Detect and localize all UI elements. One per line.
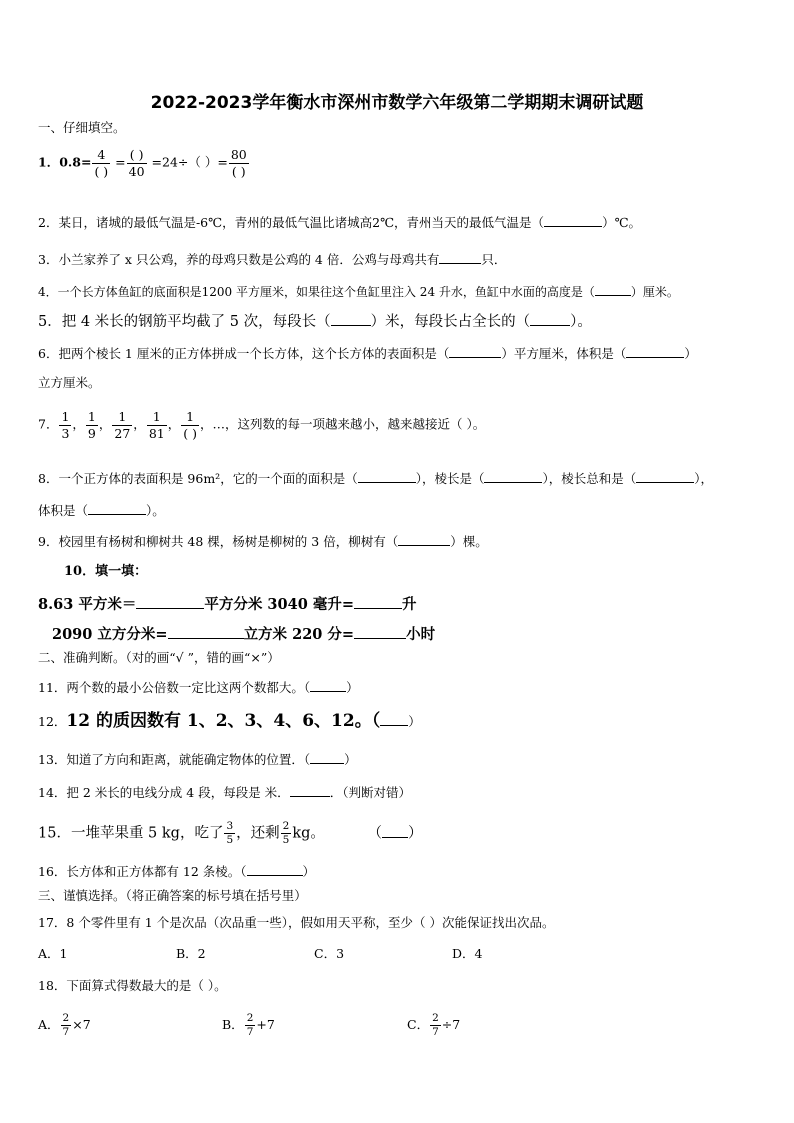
question-14 <box>38 784 411 800</box>
q18-b-den: 7 <box>246 1026 254 1039</box>
q14-answer-blank[interactable] <box>290 784 330 797</box>
q18-a-label: A． <box>38 1017 60 1033</box>
q10-l2b: 立方米 220 分= <box>243 626 355 643</box>
q18-b-label: B． <box>222 1017 244 1033</box>
question-17: 17．8 个零件里有 1 个是次品（次品重一些），假如用天平称，至少（ ）次能保证找出次品。 <box>38 915 555 930</box>
q12-text: 12 的质因数有 1、2、3、4、6、12。（ <box>66 711 381 731</box>
q1-f3-den: ( ) <box>231 163 246 179</box>
question-9 <box>38 533 488 549</box>
q7-f5-num: 1 <box>181 409 199 426</box>
q7-sep-1: ， <box>72 416 85 432</box>
q3-answer-blank[interactable] <box>439 251 481 264</box>
q15-f1-den: 5 <box>226 834 234 847</box>
q12-number: 12． <box>38 714 67 729</box>
question-7 <box>38 409 485 441</box>
q7-f2-num: 1 <box>87 409 96 424</box>
q10-blank-3[interactable] <box>168 626 244 639</box>
question-5 <box>38 313 592 330</box>
q10-blank-2[interactable] <box>354 596 402 609</box>
q1-fraction-3 <box>229 147 249 179</box>
q8-mid2: ），棱长总和是（ <box>542 471 637 486</box>
q8-answer-blank-4[interactable] <box>88 502 146 515</box>
q18-a-num: 2 <box>61 1012 72 1026</box>
q13-answer-blank[interactable] <box>310 751 344 764</box>
q8-line-2 <box>38 502 165 518</box>
q6-answer-blank-2[interactable] <box>626 345 684 358</box>
q10-line-2 <box>52 626 435 643</box>
q10-l1b: 平方分米 3040 毫升= <box>204 596 354 613</box>
section-choice: 三、谨慎选择。（将正确答案的标号填在括号里） <box>38 888 307 903</box>
q15-paren-open: （ <box>367 825 383 842</box>
q10-l1a: 8.63 平方米＝ <box>38 596 137 613</box>
q10-head: 10．填一填： <box>64 564 148 579</box>
q15-tail: kg。 <box>292 825 325 842</box>
q7-fraction-5 <box>181 409 199 441</box>
question-13 <box>38 751 357 767</box>
q6-answer-blank-1[interactable] <box>449 345 501 358</box>
question-11 <box>38 679 359 695</box>
q10-l2a: 2090 立方分米= <box>52 626 168 643</box>
q7-f3-num: 1 <box>112 409 132 426</box>
q1-lead: 0.8= <box>59 154 92 170</box>
q15-f2-num: 2 <box>281 820 292 834</box>
question-4 <box>38 283 679 298</box>
page-title: 2022-2023学年衡水市深州市数学六年级第二学期期末调研试题 <box>150 93 644 113</box>
q1-f3-num: 80 <box>230 147 247 162</box>
q13-after: ） <box>344 752 357 767</box>
q16-answer-blank[interactable] <box>247 863 303 876</box>
q10-blank-1[interactable] <box>136 596 204 609</box>
q8-answer-blank-3[interactable] <box>636 470 694 483</box>
question-6 <box>38 345 697 361</box>
q7-fraction-2 <box>86 409 98 441</box>
q8-after: ）， <box>694 471 713 486</box>
q15-text: 15．一堆苹果重 5 kg，吃了 <box>38 825 224 842</box>
q11-after: ） <box>346 680 359 695</box>
q18-c-den: 7 <box>432 1026 439 1039</box>
q7-f2-den: 9 <box>87 425 96 441</box>
q7-f5-den[interactable]: ( ) <box>183 425 197 441</box>
q7-fraction-4 <box>147 409 167 441</box>
question-12 <box>38 713 421 730</box>
q17-option-a[interactable]: A．1 <box>38 946 68 961</box>
q15-fraction-1 <box>224 820 235 847</box>
q18-b-fraction <box>245 1012 256 1039</box>
q15-answer-blank[interactable] <box>382 825 408 838</box>
q7-fraction-3 <box>112 409 132 441</box>
q18-option-c[interactable] <box>407 1012 460 1039</box>
q15-fraction-2 <box>281 820 292 847</box>
q7-f3-den: 27 <box>114 425 131 441</box>
q8-mid1: ），棱长是（ <box>415 471 485 486</box>
q18-option-a[interactable] <box>38 1012 91 1039</box>
q4-answer-blank[interactable] <box>595 283 631 296</box>
q15-paren-close: ） <box>408 825 423 842</box>
question-2 <box>38 214 641 230</box>
q7-f1-num: 1 <box>61 409 70 424</box>
q3-after: 只． <box>481 252 507 267</box>
q18-a-op: ×7 <box>72 1017 91 1033</box>
q17-option-c[interactable]: C．3 <box>314 946 345 961</box>
q7-sep-3: ， <box>133 416 146 432</box>
q16-text: 16．长方体和正方体都有 12 条棱。（ <box>38 864 247 879</box>
question-15 <box>38 820 423 847</box>
q7-f4-den: 81 <box>148 425 165 441</box>
q18-c-label: C． <box>407 1017 430 1033</box>
q10-l1c: 升 <box>401 596 417 613</box>
q18-c-fraction <box>430 1012 441 1039</box>
q18-b-num: 2 <box>245 1012 256 1026</box>
q9-text: 9．校园里有杨树和柳树共 48 棵，杨树是柳树的 3 倍，柳树有（ <box>38 534 399 549</box>
q7-tail: ，…，这列数的每一项越来越小，越来越接近（ ）。 <box>199 416 486 432</box>
q6-mid: ）平方厘米，体积是（ <box>501 346 627 361</box>
q1-fraction-1 <box>92 147 110 179</box>
q14-after: ．（判断对错） <box>329 785 411 800</box>
q16-after: ） <box>302 864 316 879</box>
q8-line2-text: 体积是（ <box>38 503 89 518</box>
q7-number: 7． <box>38 416 59 432</box>
q5-mid: ）米，每段长占全长的（ <box>370 314 531 330</box>
q8-text: 8．一个正方体的表面积是 96m²，它的一个面的面积是（ <box>38 471 358 486</box>
q1-f2-den: 40 <box>128 163 145 179</box>
q10-blank-4[interactable] <box>354 626 406 639</box>
q14-text: 14．把 2 米长的电线分成 4 段，每段是 米． <box>38 785 290 800</box>
q8-answer-blank-1[interactable] <box>358 470 416 483</box>
q8-answer-blank-2[interactable] <box>484 470 542 483</box>
q5-text: 5．把 4 米长的钢筋平均截了 5 次，每段长（ <box>38 314 331 330</box>
q9-after: ）棵。 <box>450 534 488 549</box>
q6-after: ） <box>684 346 697 361</box>
q4-after: ）厘米。 <box>630 285 679 299</box>
q10-line-1 <box>38 596 416 613</box>
q7-f4-num: 1 <box>147 409 167 426</box>
q9-answer-blank[interactable] <box>398 533 450 546</box>
q1-mid: =24÷（ ）= <box>151 154 228 170</box>
q7-fraction-1 <box>59 409 71 441</box>
question-1 <box>38 147 250 179</box>
q1-f1-den: ( ) <box>94 163 109 179</box>
q13-text: 13．知道了方向和距离，就能确定物体的位置．（ <box>38 752 311 767</box>
question-8 <box>38 470 713 486</box>
q2-text: 2．某日，诸城的最低气温是-6℃，青州的最低气温比诸城高2℃，青州当天的最低气温是（ <box>38 215 545 230</box>
q8-line2-after: ）。 <box>146 503 165 518</box>
q3-text: 3．小兰家养了 x 只公鸡，养的母鸡只数是公鸡的 4 倍．公鸡与母鸡共有 <box>38 252 440 267</box>
q11-text: 11．两个数的最小公倍数一定比这两个数都大。（ <box>38 680 311 695</box>
q1-number: 1． <box>38 154 60 170</box>
q12-after: ） <box>408 714 421 729</box>
q15-f1-num: 3 <box>224 820 235 834</box>
q2-answer-blank[interactable] <box>544 214 602 227</box>
q5-answer-blank-2[interactable] <box>530 313 570 326</box>
q6-line-2: 立方厘米。 <box>38 375 101 390</box>
q7-sep-4: ， <box>167 416 181 432</box>
section-fill-in: 一、仔细填空。 <box>38 120 126 135</box>
q15-mid: ，还剩 <box>236 825 280 842</box>
q1-f1-num: 4 <box>92 147 110 164</box>
q1-eq: = <box>115 154 126 170</box>
question-3 <box>38 251 506 267</box>
q17-option-d[interactable]: D．4 <box>452 946 483 961</box>
q18-c-num: 2 <box>430 1012 441 1026</box>
section-judge: 二、准确判断。（对的画“√ ”，错的画“×”） <box>38 650 280 665</box>
q18-c-op: ÷7 <box>441 1017 461 1033</box>
q18-a-fraction <box>61 1012 72 1039</box>
q1-f2-num: ( ) <box>127 147 147 164</box>
q6-text: 6．把两个棱长 1 厘米的正方体拼成一个长方体，这个长方体的表面积是（ <box>38 346 450 361</box>
q2-after: ）℃。 <box>602 215 642 230</box>
q1-fraction-2 <box>127 147 147 179</box>
q4-text: 4．一个长方体鱼缸的底面积是1200 平方厘米，如果往这个鱼缸里注入 24 升水，鱼缸中水面的高度是（ <box>38 285 595 299</box>
q15-f2-den: 5 <box>282 834 290 847</box>
q10-l2c: 小时 <box>406 626 436 643</box>
q7-f1-den: 3 <box>61 425 70 441</box>
q18-a-den: 7 <box>62 1026 70 1039</box>
q11-answer-blank[interactable] <box>310 679 346 692</box>
q18-b-op: +7 <box>256 1017 275 1033</box>
q5-after: ）。 <box>570 314 592 330</box>
q17-option-b[interactable]: B．2 <box>176 946 206 961</box>
question-16 <box>38 863 315 879</box>
q12-answer-blank[interactable] <box>380 713 408 726</box>
q7-sep-2: ， <box>98 416 112 432</box>
question-18: 18．下面算式得数最大的是（ ）。 <box>38 978 227 993</box>
q5-answer-blank-1[interactable] <box>331 313 371 326</box>
q18-option-b[interactable] <box>222 1012 275 1039</box>
